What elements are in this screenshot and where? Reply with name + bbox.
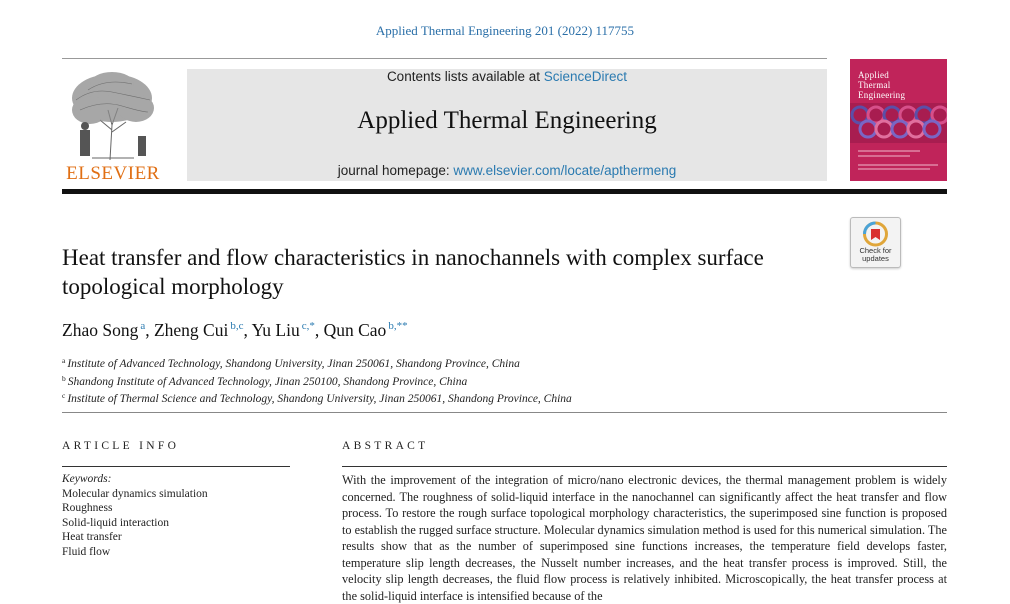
author-affiliation-mark[interactable]: b,**: [388, 320, 408, 332]
author[interactable]: [62, 320, 145, 340]
publisher-name: ELSEVIER: [66, 163, 160, 184]
sciencedirect-link[interactable]: ScienceDirect: [543, 69, 628, 84]
check-for-updates-button[interactable]: [850, 217, 901, 268]
keywords-block: [62, 472, 208, 559]
article-info-heading: ARTICLE INFO: [62, 440, 180, 452]
homepage-prefix: journal homepage:: [337, 163, 454, 178]
article-info-divider: [62, 466, 290, 467]
affiliation-mark: c: [62, 391, 66, 400]
check-updates-line: Check for: [859, 246, 892, 255]
author-list: [62, 320, 408, 341]
cover-title-line: Thermal: [858, 80, 891, 90]
journal-cover[interactable]: [850, 59, 947, 181]
journal-title: Applied Thermal Engineering: [357, 107, 657, 134]
author-name[interactable]: Qun Cao: [323, 320, 387, 340]
affiliation-text: Institute of Thermal Science and Technology, Shandong University, Jinan 250061, Shandong Province, China: [67, 393, 572, 405]
author[interactable]: [154, 320, 244, 340]
author-separator: ,: [243, 320, 252, 340]
section-divider: [62, 412, 947, 413]
author-name[interactable]: Zhao Song: [62, 320, 139, 340]
affiliation: [62, 354, 572, 372]
author-affiliation-mark[interactable]: a: [140, 320, 146, 332]
tree-icon: [62, 70, 164, 162]
keywords-label: Keywords:: [62, 473, 112, 485]
author[interactable]: [252, 320, 315, 340]
cover-title-line: Engineering: [858, 90, 906, 100]
check-updates-line: updates: [862, 254, 889, 263]
affiliation: [62, 389, 572, 407]
author-name[interactable]: Zheng Cui: [153, 320, 229, 340]
author-affiliation-mark[interactable]: c,*: [301, 320, 315, 332]
check-updates-icon: [851, 218, 900, 248]
top-divider: [62, 58, 827, 59]
abstract-text: With the improvement of the integration of micro/nano electronic devices, the thermal management problem is widely concerned. The roughness of solid-liquid interface in the nanochannel can significantly affect the heat transfer and flow process. To restore the rough surface topological morphology characteristics, the superimposed sine function is proposed to establish the rugged surface structure. Molecular dynamics simulation method is used for this numerical simulation. The results show that as the number of superimposed sine functions increases, the temperature field develops faster, temperature slip length decreases, the Nusselt number increases, and the heat transfer process is improved. Still, the velocity slip length decreases, the fluid flow process is relatively inhibited. Microscopically, the heat transfer process at the solid-liquid interface is intensified because of the: [342, 473, 947, 603]
author-separator: ,: [145, 320, 154, 340]
keyword: Molecular dynamics simulation: [62, 487, 208, 500]
contents-availability: [187, 69, 827, 84]
journal-masthead: [187, 69, 827, 181]
keyword: Roughness: [62, 502, 113, 514]
author-name[interactable]: Yu Liu: [251, 320, 300, 340]
keyword: Solid-liquid interaction: [62, 516, 169, 529]
author[interactable]: [324, 320, 408, 340]
affiliation-mark: b: [62, 373, 66, 383]
journal-citation[interactable]: Applied Thermal Engineering 201 (2022) 117755: [375, 23, 635, 38]
affiliation-mark: a: [62, 356, 66, 365]
author-separator: ,: [314, 320, 324, 340]
affiliation-list: [62, 354, 572, 407]
check-updates-label: [851, 247, 900, 263]
homepage-link[interactable]: www.elsevier.com/locate/apthermeng: [453, 163, 677, 178]
affiliation-text: Shandong Institute of Advanced Technology, Jinan 250100, Shandong Province, China: [67, 375, 468, 388]
author-affiliation-mark[interactable]: b,c: [230, 320, 244, 332]
article-title: Heat transfer and flow characteristics in nanochannels with complex surface topological morphology: [62, 245, 764, 299]
affiliation-text: Institute of Advanced Technology, Shandong University, Jinan 250061, Shandong Province, China: [67, 358, 520, 370]
header-divider: [62, 189, 947, 194]
keyword: Heat transfer: [62, 531, 122, 543]
cover-title: [858, 70, 943, 100]
abstract-heading: ABSTRACT: [342, 440, 429, 452]
abstract-divider: [342, 466, 947, 467]
contents-prefix: Contents lists available at: [386, 69, 544, 84]
cover-title-line: Applied: [858, 70, 890, 80]
affiliation: [62, 372, 572, 390]
journal-homepage: [187, 163, 827, 178]
keyword: Fluid flow: [62, 545, 111, 558]
